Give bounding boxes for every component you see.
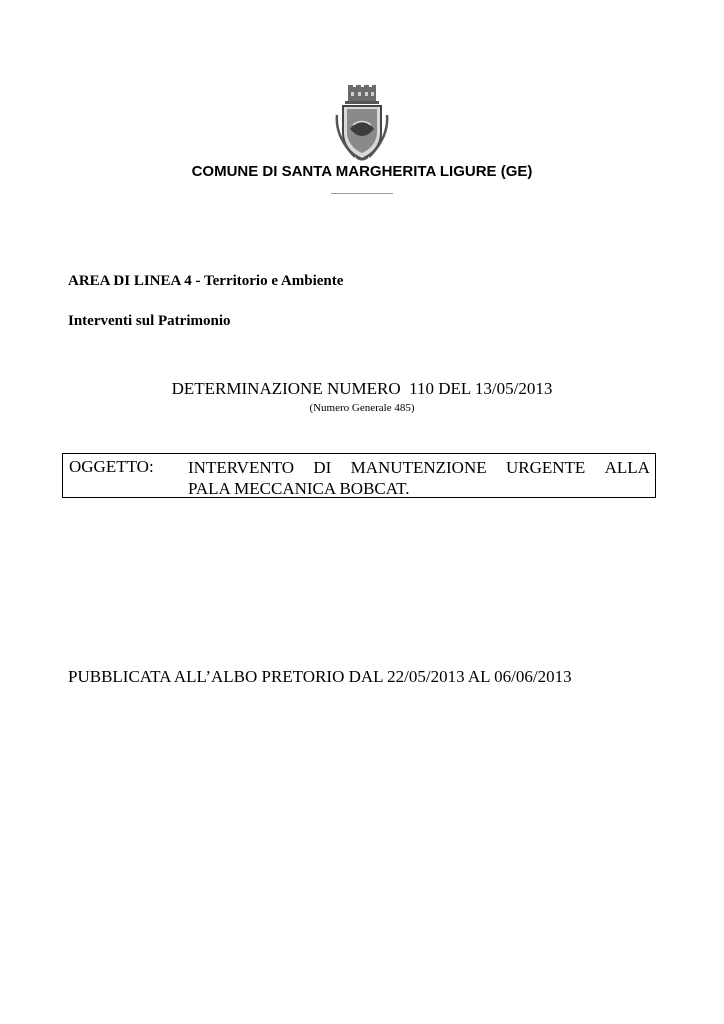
subject-box [62,453,656,498]
determination-title: DETERMINAZIONE NUMERO 110 DEL 13/05/2013 [171,379,553,398]
subject-label: OGGETTO: [69,457,154,476]
subject-word: URGENTE [505,458,586,477]
department-office: Interventi sul Patrimonio [68,313,231,329]
department-area: AREA DI LINEA 4 - Territorio e Ambiente [68,273,344,289]
subject-word: DI [313,458,332,477]
subject-line-1 [188,457,650,478]
coat-of-arms-icon [331,85,393,163]
general-number: (Numero Generale 485) [309,402,415,414]
subject-word: ALLA [604,458,650,477]
subject-word: INTERVENTO [188,458,294,477]
subject-text [188,457,650,499]
publication-notice: PUBBLICATA ALL’ALBO PRETORIO DAL 22/05/2013 AL 06/06/2013 [68,667,572,686]
header-divider [331,193,393,194]
subject-word: MANUTENZIONE [350,458,487,477]
municipality-name: COMUNE DI SANTA MARGHERITA LIGURE (GE) [191,163,533,180]
subject-line-2: PALA MECCANICA BOBCAT. [188,479,410,498]
